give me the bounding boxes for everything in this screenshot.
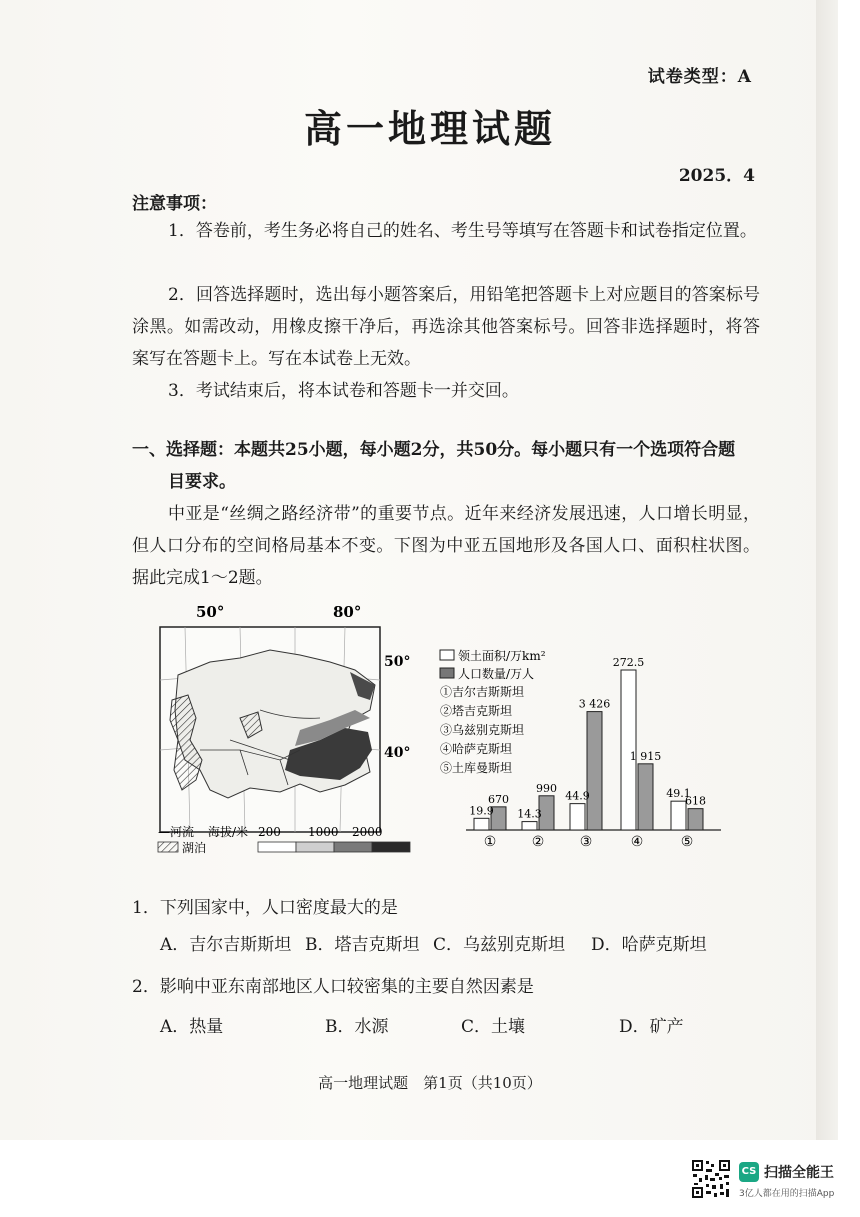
camscanner-name: 扫描全能王 xyxy=(764,1165,834,1181)
question-1-options xyxy=(160,930,707,955)
section-heading-line2: 目要求。 xyxy=(168,472,236,492)
country-legend-2: ②塔吉克斯坦 xyxy=(440,704,513,718)
legend-area: 领土面积/万km² xyxy=(458,649,546,663)
legend-lake: 湖泊 xyxy=(182,841,207,855)
category-label-4: ④ xyxy=(630,834,644,850)
population-area-chart xyxy=(436,640,736,860)
qr-code-icon xyxy=(690,1158,732,1200)
bar-population-5 xyxy=(688,809,703,830)
legend-population: 人口数量/万人 xyxy=(458,667,535,681)
q2-option-d[interactable]: D．矿产 xyxy=(619,1017,684,1037)
country-legend-1: ①吉尔吉斯斯坦 xyxy=(440,685,525,699)
category-label-2: ② xyxy=(531,834,545,850)
q2-option-b[interactable]: B．水源 xyxy=(325,1017,389,1037)
notice-heading: 注意事项： xyxy=(132,194,217,214)
label-area-5: 49.1 xyxy=(666,787,691,801)
legend-river: —河流 xyxy=(158,825,195,839)
bar-population-4 xyxy=(638,764,653,830)
lat-label-50: 50° xyxy=(384,654,411,670)
q1-option-a[interactable]: A．吉尔吉斯斯坦 xyxy=(160,935,292,955)
legend-elevation: 海拔/米 xyxy=(208,825,249,839)
label-population-4: 1 915 xyxy=(629,749,662,763)
exam-date: 2025．4 xyxy=(678,166,755,186)
lon-label-50: 50° xyxy=(196,603,225,621)
elev-swatch-1 xyxy=(258,842,296,852)
question-2-options xyxy=(160,1012,684,1037)
bar-population-3 xyxy=(587,712,602,830)
legend-lake-swatch xyxy=(158,842,178,852)
elev-swatch-2 xyxy=(296,842,334,852)
page-edge-shadow xyxy=(816,0,838,1140)
bar-area-5 xyxy=(671,801,686,830)
elev-swatch-4 xyxy=(372,842,410,852)
q2-option-a[interactable]: A．热量 xyxy=(160,1017,224,1037)
category-label-3: ③ xyxy=(579,834,593,850)
question-intro: 中亚是“丝绸之路经济带”的重要节点。近年来经济发展迅速，人口增长明显，但人口分布的空间格局基本不变。下图为中亚五国地形及各国人口、面积柱状图。据此完成1～2题。 xyxy=(132,504,760,588)
question-2-stem: 2．影响中亚东南部地区人口较密集的主要自然因素是 xyxy=(132,977,534,997)
exam-type: 试卷类型：A xyxy=(647,67,752,87)
notice-item-1: 1．答卷前，考生务必将自己的姓名、考生号等填写在答题卡和试卷指定位置。 xyxy=(168,221,757,241)
elev-tick-1000: 1000 xyxy=(308,825,339,839)
q1-option-d[interactable]: D．哈萨克斯坦 xyxy=(591,935,707,955)
country-legend-5: ⑤土库曼斯坦 xyxy=(440,761,513,775)
q1-option-c[interactable]: C．乌兹别克斯坦 xyxy=(433,935,566,955)
section-heading-line1: 一、选择题：本题共25小题，每小题2分，共50分。每小题只有一个选项符合题 xyxy=(132,440,736,460)
lon-label-80: 80° xyxy=(333,603,362,621)
label-population-1: 670 xyxy=(488,792,509,806)
page-footer: 高一地理试题 第1页（共10页） xyxy=(318,1074,542,1092)
bar-area-2 xyxy=(522,822,537,830)
elev-tick-200: 200 xyxy=(258,825,281,839)
camscanner-tagline: 3亿人都在用的扫描App xyxy=(739,1189,835,1199)
bar-area-1 xyxy=(474,818,489,830)
legend-swatch-population xyxy=(440,668,454,678)
notice-item-2: 2．回答选择题时，选出每小题答案后，用铅笔把答题卡上对应题目的答案标号涂黑。如需改动，用橡皮擦干净后，再选涂其他答案标号。回答非选择题时，将答案写在答题卡上。写在本试卷上无效。 xyxy=(132,285,760,369)
label-population-3: 3 426 xyxy=(578,697,611,711)
category-label-5: ⑤ xyxy=(680,834,694,850)
label-area-3: 44.9 xyxy=(565,789,590,803)
elev-swatch-3 xyxy=(334,842,372,852)
country-legend-4: ④哈萨克斯坦 xyxy=(440,742,513,756)
label-area-2: 14.3 xyxy=(517,807,542,821)
category-label-1: ① xyxy=(483,834,497,850)
label-area-1: 19.9 xyxy=(469,804,494,818)
q2-option-c[interactable]: C．土壤 xyxy=(461,1017,526,1037)
camscanner-logo: CS xyxy=(739,1162,759,1182)
label-population-2: 990 xyxy=(536,781,557,795)
label-population-5: 618 xyxy=(685,794,706,808)
section-heading xyxy=(132,434,762,498)
bar-area-3 xyxy=(570,804,585,830)
notice-item-3: 3．考试结束后，将本试卷和答题卡一并交回。 xyxy=(168,381,519,401)
question-1-stem: 1．下列国家中，人口密度最大的是 xyxy=(132,898,398,918)
page-title: 高一地理试题 xyxy=(303,107,556,151)
legend-swatch-area xyxy=(440,650,454,660)
elev-tick-2000: 2000 xyxy=(352,825,383,839)
country-legend-3: ③乌兹别克斯坦 xyxy=(440,723,525,737)
q1-option-b[interactable]: B．塔吉克斯坦 xyxy=(305,935,420,955)
central-asia-map xyxy=(130,600,430,860)
label-area-4: 272.5 xyxy=(612,656,645,669)
lat-label-40: 40° xyxy=(384,745,411,761)
